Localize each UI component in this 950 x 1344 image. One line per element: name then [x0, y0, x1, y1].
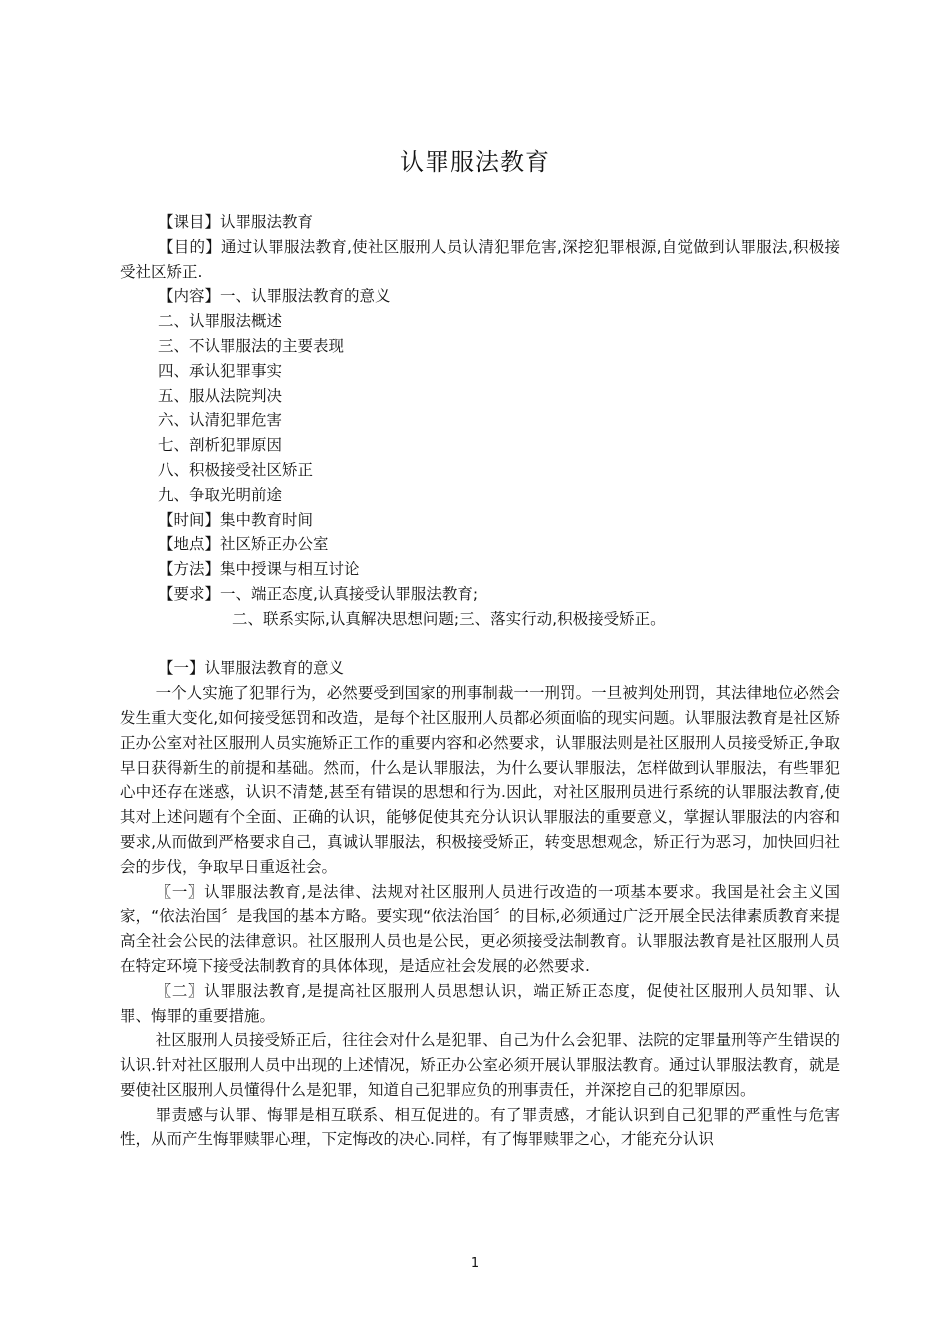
body-paragraph: 〖二〗认罪服法教育,是提高社区服刑人员思想认识，端正矫正态度，促使社区服刑人员知罪、认罪、悔罪的重要措施。	[120, 981, 840, 1025]
content-line: 八、积极接受社区矫正	[158, 460, 314, 479]
content-line: 九、争取光明前途	[158, 485, 283, 504]
body-paragraph: 一个人实施了犯罪行为，必然要受到国家的刑事制裁一一刑罚。一旦被判处刑罚，其法律地位必然会发生重大变化,如何接受惩罚和改造，是每个社区服刑人员都必须面临的现实问题。认罪服法教育是社区矫正办公室对社区服刑人员实施矫正工作的重要内容和必然要求，认罪服法则是社区服刑人员接受矫正,争取早日获得新生的前提和基础。然而，什么是认罪服法，为什么要认罪服法，怎样做到认罪服法，有些罪犯心中还存在迷惑，认识不清楚,甚至有错误的思想和行为.因此，对社区服刑员进行系统的认罪服法教育,使其对上述问题有个全面、正确的认识，能够促使其充分认识认罪服法的重要意义，掌握认罪服法的内容和要求,从而做到严格要求自己，真诚认罪服法，积极接受矫正，转变思想观念，矫正行为恶习，加快回归社会的步伐，争取早日重返社会。	[120, 684, 840, 876]
page-number: 1	[470, 1256, 480, 1271]
body-paragraph: 罪责感与认罪、悔罪是相互联系、相互促进的。有了罪责感，才能认识到自己犯罪的严重性与危害性，从而产生悔罪赎罪心理，下定悔改的决心.同样，有了悔罪赎罪之心，才能充分认识	[120, 1105, 840, 1149]
content-line: 【地点】社区矫正办公室	[158, 535, 329, 554]
content-line: 三、不认罪服法的主要表现	[158, 336, 345, 355]
content-line: 六、认清犯罪危害	[158, 411, 283, 430]
section-heading: 【一】认罪服法教育的意义	[158, 659, 345, 678]
body-paragraph: 社区服刑人员接受矫正后，往往会对什么是犯罪、自己为什么会犯罪、法院的定罪量刑等产生错误的认识.针对社区服刑人员中出现的上述情况，矫正办公室必须开展认罪服法教育。通过认罪服法教育，就是要使社区服刑人员懂得什么是犯罪，知道自己犯罪应负的刑事责任，并深挖自己的犯罪原因。	[120, 1031, 840, 1099]
subject-line: 【课目】认罪服法教育	[158, 213, 314, 231]
content-line: 二、认罪服法概述	[158, 312, 283, 331]
content-line: 五、服从法院判决	[158, 386, 283, 405]
spacer	[120, 632, 840, 657]
page-title: 认罪服法教育	[400, 148, 550, 176]
content-line: 【要求】一、端正态度,认真接受认罪服法教育;	[158, 584, 479, 603]
content-line: 【内容】一、认罪服法教育的意义	[158, 287, 391, 306]
content-line: 【时间】集中教育时间	[158, 510, 314, 529]
content-line: 【方法】集中授课与相互讨论	[158, 560, 360, 579]
document-body	[120, 210, 840, 1152]
content-line: 七、剖析犯罪原因	[158, 436, 283, 455]
body-paragraph: 〖一〗认罪服法教育,是法律、法规对社区服刑人员进行改造的一项基本要求。我国是社会主义国家，“依法治国〞是我国的基本方略。要实现“依法治国〞的目标,必须通过广泛开展全民法律素质教育来提高全社会公民的法律意识。社区服刑人员也是公民，更必须接受法制教育。认罪服法教育是社区服刑人员在特定环境下接受法制教育的具体体现，是适应社会发展的必然要求.	[120, 882, 840, 975]
purpose-line: 【目的】通过认罪服法教育,使社区服刑人员认清犯罪危害,深挖犯罪根源,自觉做到认罪服法,积极接受社区矫正.	[120, 237, 840, 281]
requirement-line-2: 二、联系实际,认真解决思想问题;三、落实行动,积极接受矫正。	[232, 609, 666, 628]
content-line: 四、承认犯罪事实	[158, 361, 283, 380]
